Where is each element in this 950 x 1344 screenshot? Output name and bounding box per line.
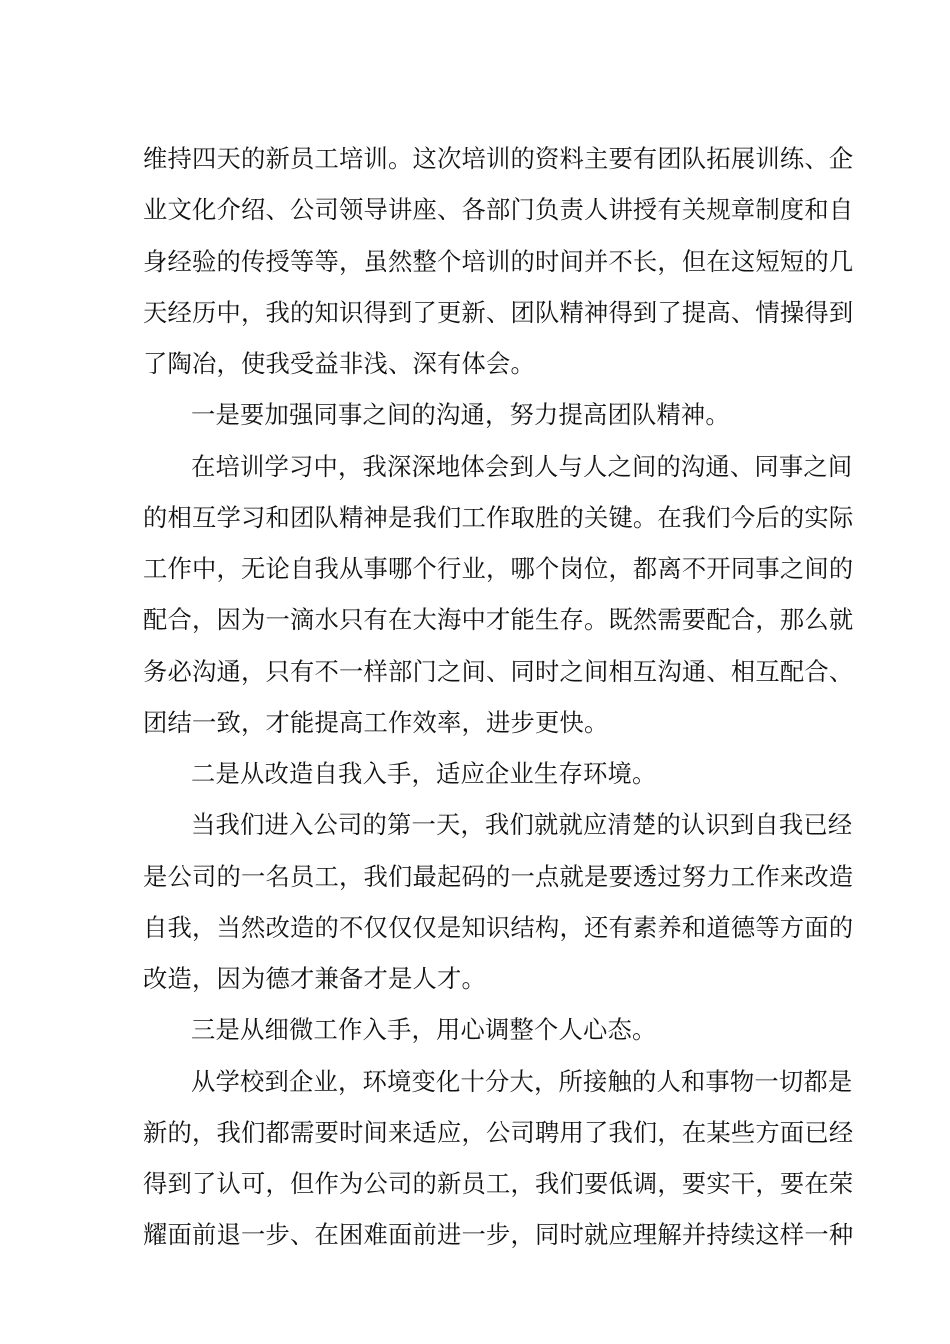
text-line: 团结一致，才能提高工作效率，进步更快。: [143, 707, 609, 737]
text-line: 当我们进入公司的第一天，我们就就应清楚的认识到自我已经: [191, 810, 853, 840]
text-line: 天经历中，我的知识得到了更新、团队精神得到了提高、情操得到: [143, 297, 854, 327]
section-heading: 一是要加强同事之间的沟通，努力提高团队精神。: [191, 400, 730, 430]
text-line: 业文化介绍、公司领导讲座、各部门负责人讲授有关规章制度和自: [143, 195, 854, 225]
text-line: 工作中，无论自我从事哪个行业，哪个岗位，都离不开同事之间的: [143, 554, 854, 583]
text-line: 的相互学习和团队精神是我们工作取胜的关键。在我们今后的实际: [143, 502, 854, 532]
text-line: 是公司的一名员工，我们最起码的一点就是要透过努力工作来改造: [143, 861, 854, 891]
text-line: 新的，我们都需要时间来适应，公司聘用了我们，在某些方面已经: [143, 1117, 854, 1147]
document-body: [143, 133, 854, 1261]
text-line: 自我，当然改造的不仅仅仅是知识结构，还有素养和道德等方面的: [143, 912, 854, 942]
section-heading: 三是从细微工作入手，用心调整个人心态。: [191, 1015, 657, 1045]
text-line: 务必沟通，只有不一样部门之间、同时之间相互沟通、相互配合、: [143, 656, 854, 686]
text-line: 维持四天的新员工培训。这次培训的资料主要有团队拓展训练、企: [143, 144, 854, 173]
text-line: 得到了认可，但作为公司的新员工，我们要低调，要实干，要在荣: [143, 1169, 854, 1198]
text-line: 耀面前退一步、在困难面前进一步，同时就应理解并持续这样一种: [143, 1220, 854, 1250]
text-line: 在培训学习中，我深深地体会到人与人之间的沟通、同事之间: [191, 451, 853, 481]
text-line: 身经验的传授等等，虽然整个培训的时间并不长，但在这短短的几: [143, 246, 854, 276]
text-line: 了陶冶，使我受益非浅、深有体会。: [143, 349, 535, 378]
text-line: 改造，因为德才兼备才是人才。: [143, 964, 486, 993]
text-line: 配合，因为一滴水只有在大海中才能生存。既然需要配合，那么就: [143, 605, 854, 635]
section-heading: 二是从改造自我入手，适应企业生存环境。: [191, 759, 657, 788]
text-line: 从学校到企业，环境变化十分大，所接触的人和事物一切都是: [191, 1066, 853, 1096]
